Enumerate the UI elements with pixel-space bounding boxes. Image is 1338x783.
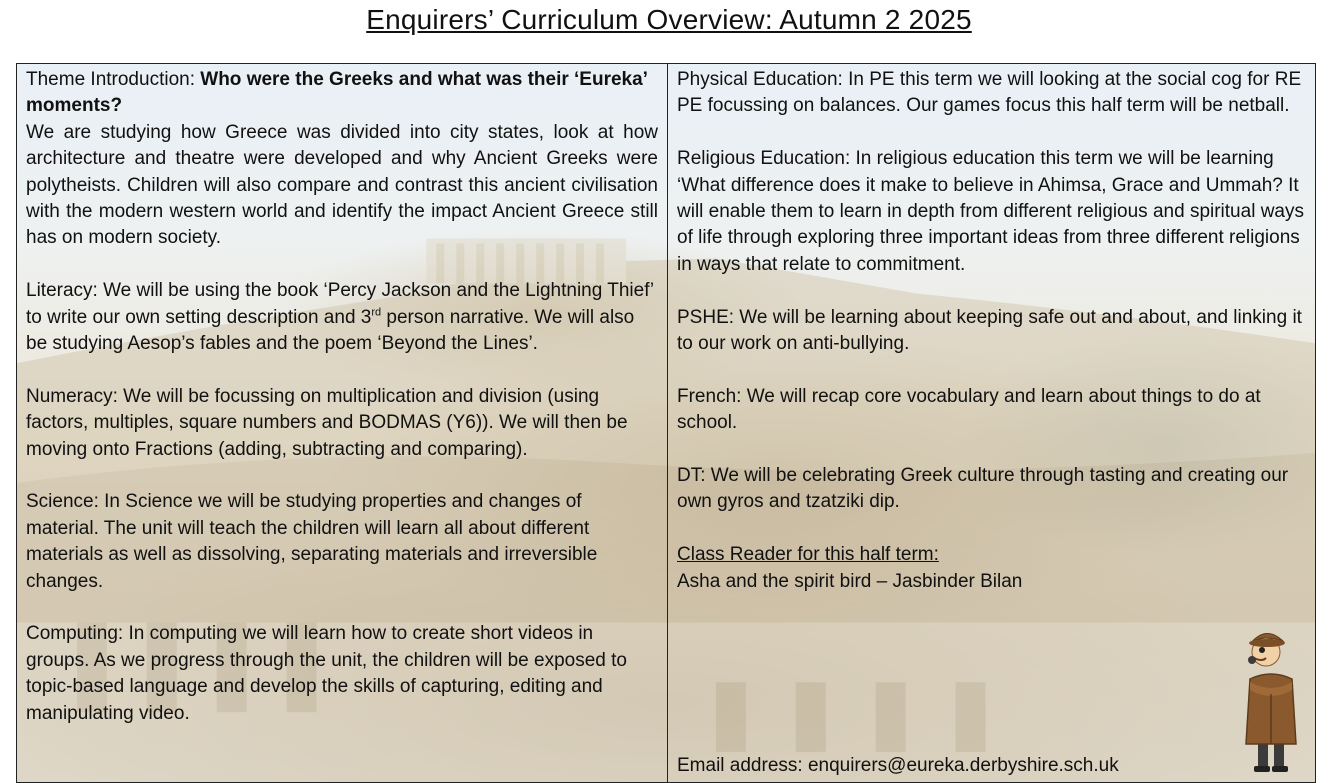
french-section: French: We will recap core vocabulary and learn about things to do at school.: [677, 385, 1261, 434]
detective-icon: [1236, 624, 1306, 774]
dt-section: DT: We will be celebrating Greek culture through tasting and creating our own gyros and tzatziki dip.: [677, 465, 1289, 513]
left-column: [17, 64, 668, 782]
theme-introduction: [26, 67, 658, 120]
literacy-section: [26, 278, 658, 357]
computing-section: Computing: In computing we will learn how to create short videos in groups. As we progress through the unit, the children will be exposed to topic-based language and develop the skills of capturing, editing and manipulating video.: [26, 623, 627, 724]
theme-question: Who were the Greeks and what was their ‘Eureka’ moments?: [26, 69, 647, 117]
re-section: Religious Education: In religious education this term we will be learning ‘What difference does it make to believe in Ahimsa, Grace and Ummah? It will enable them to learn in depth from different religious and spiritual ways of life through exploring three important ideas from three different religions in ways that relate to commitment.: [677, 148, 1304, 275]
right-column: [668, 64, 1315, 782]
curriculum-table: [16, 63, 1316, 783]
page-title: Enquirers’ Curriculum Overview: Autumn 2 2025: [366, 4, 972, 35]
pe-section: Physical Education: In PE this term we will looking at the social cog for RE PE focussing on balances. Our games focus this half term will be netball.: [677, 69, 1302, 117]
class-reader-book: Asha and the spirit bird – Jasbinder Bilan: [677, 570, 1023, 592]
numeracy-section: Numeracy: We will be focussing on multiplication and division (using factors, multiples, square numbers and BODMAS (Y6)). We will then be moving onto Fractions (adding, subtracting and comparing).: [26, 385, 628, 460]
theme-body: We are studying how Greece was divided into city states, look at how architecture and theatre were developed and why Ancient Greeks were polytheists. Children will also compare and contrast this ancient civilisation with the modern western world and identify the impact Ancient Greece still has on modern society.: [26, 121, 658, 249]
literacy-sup: rd: [371, 306, 382, 319]
pshe-section: PSHE: We will be learning about keeping safe out and about, and linking it to our work on anti-bullying.: [677, 306, 1302, 355]
literacy-text-a: Literacy: We will be using the book ‘Percy Jackson and the Lightning Thief’ to write our own setting description and 3: [26, 280, 654, 328]
literacy-text-b: person narrative. We will also be studying Aesop’s fables and the poem ‘Beyond the Lines’.: [26, 306, 635, 355]
email-address: Email address: enquirers@eureka.derbyshire.sch.uk: [677, 755, 1119, 776]
science-section: Science: In Science we will be studying properties and changes of material. The unit will teach the children will learn all about different materials as well as dissolving, separating materials and irreversible changes.: [26, 491, 598, 592]
class-reader-heading: Class Reader for this half term:: [677, 544, 939, 566]
theme-label: Theme Introduction:: [26, 69, 201, 90]
